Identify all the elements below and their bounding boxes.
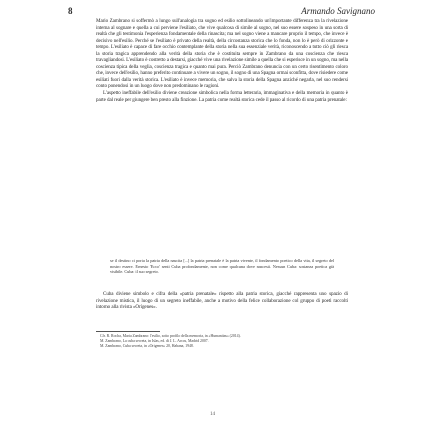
block-quote: se il destino ci porta la patria della nascita [...] la patria prenatale è la patria vivente, il fondamento poetico della vita, il segreto del nostro essere. Ernesto 'Ecco' senti Cuba profondamente, non come qualcuna dove nascesti. Nessun Cuba: sostanza poetica già visibile. Cuba: il suo segreto. <box>110 258 334 275</box>
page-footer-number: 14 <box>210 412 215 417</box>
paragraph: L'aspetto ineffabile dell'esilio diviene creazione simbolica nella forma letteraria, immaginativa e della memoria in quanto è parte dal reale per giungere ben presto alla finzione. La patria come realtà storica cede il passo al ricordo di una patria prenatale: <box>96 90 348 103</box>
body-text-continued <box>96 291 348 311</box>
paragraph: Cuba diviene simbolo e cifra della «patria prenatale» rispetto alla patria storica, giacché rappresenta uno spazio di rivelazione mistica, il luogo di un segreto ineffabile, anche a motivo della felice collaborazione col gruppo di poeti raccolti intorno alla rivista «Orígenes». <box>96 291 348 311</box>
body-text <box>96 18 348 103</box>
page-number: 8 <box>68 6 73 16</box>
footnote: Cfr. R. Rocha, Maria Zambrano: l'esilio, sotto profilo della memoria, in «Humanitas» (2014). <box>100 334 241 338</box>
footnotes <box>96 334 348 350</box>
paragraph: Mario Zambrano si soffermò a lungo sull'analogia tra sogno ed esilio sottolineando un'importante differenza tra la rivelazione interna al sognare e quella a cui perviene l'esiliato, che vive qualcosa di simile al sogno, nel suo essere sospeso in una sorta di realtà che gli testimonia l'esperienza fondamentale della rinascita; ma nel sogno viene a mancare proprio il tempo, che invece è decisivo nell'esilio. Perché se l'esiliato è privato della realtà, della circostanza storica che lo fonda, non lo è però di orizzonte e tempo. L'esiliato è capace di fare occhio contemplante della storia nella sua essenziale verità, riconoscendo a tutto ciò gli riesca la storia tragica apprendendo alla verità della storia che è costituita sempre in Zambrano da una coscienza che riesca travagliandosi. L'esiliato è costretto a destarsi, giacché vive una rivelazione simile a quella che si esperisce in un sogno, ma nella coscienza tipica della veglia, coscienza tragica e quanto mai pura. Perciò Zambrano denuncia con un certo risentimento coloro che, invece dell'esilio, hanno preferito continuare a vivere un sogno, il sogno di una Spagna ormai sconfitta, dove risiedere come esiliati fuori dalla verità storica. L'esiliato è invece memoria, che salva la storia della Spagna anziché negarla, nel suo rendersi conto ponendosi in un luogo dove non predominano le ragioni. <box>96 18 348 90</box>
footnote: M. Zambrano, Cuba secreta, in «Origenes» 20, Habana, 1948. <box>100 344 194 349</box>
footnote: M. Zambrano, La cuba secreta, in Islas, ed. di J. L. Arcos, Madrid 2007. <box>100 339 209 344</box>
footnote-rule <box>96 331 160 332</box>
running-author: Armando Savignano <box>301 6 375 16</box>
